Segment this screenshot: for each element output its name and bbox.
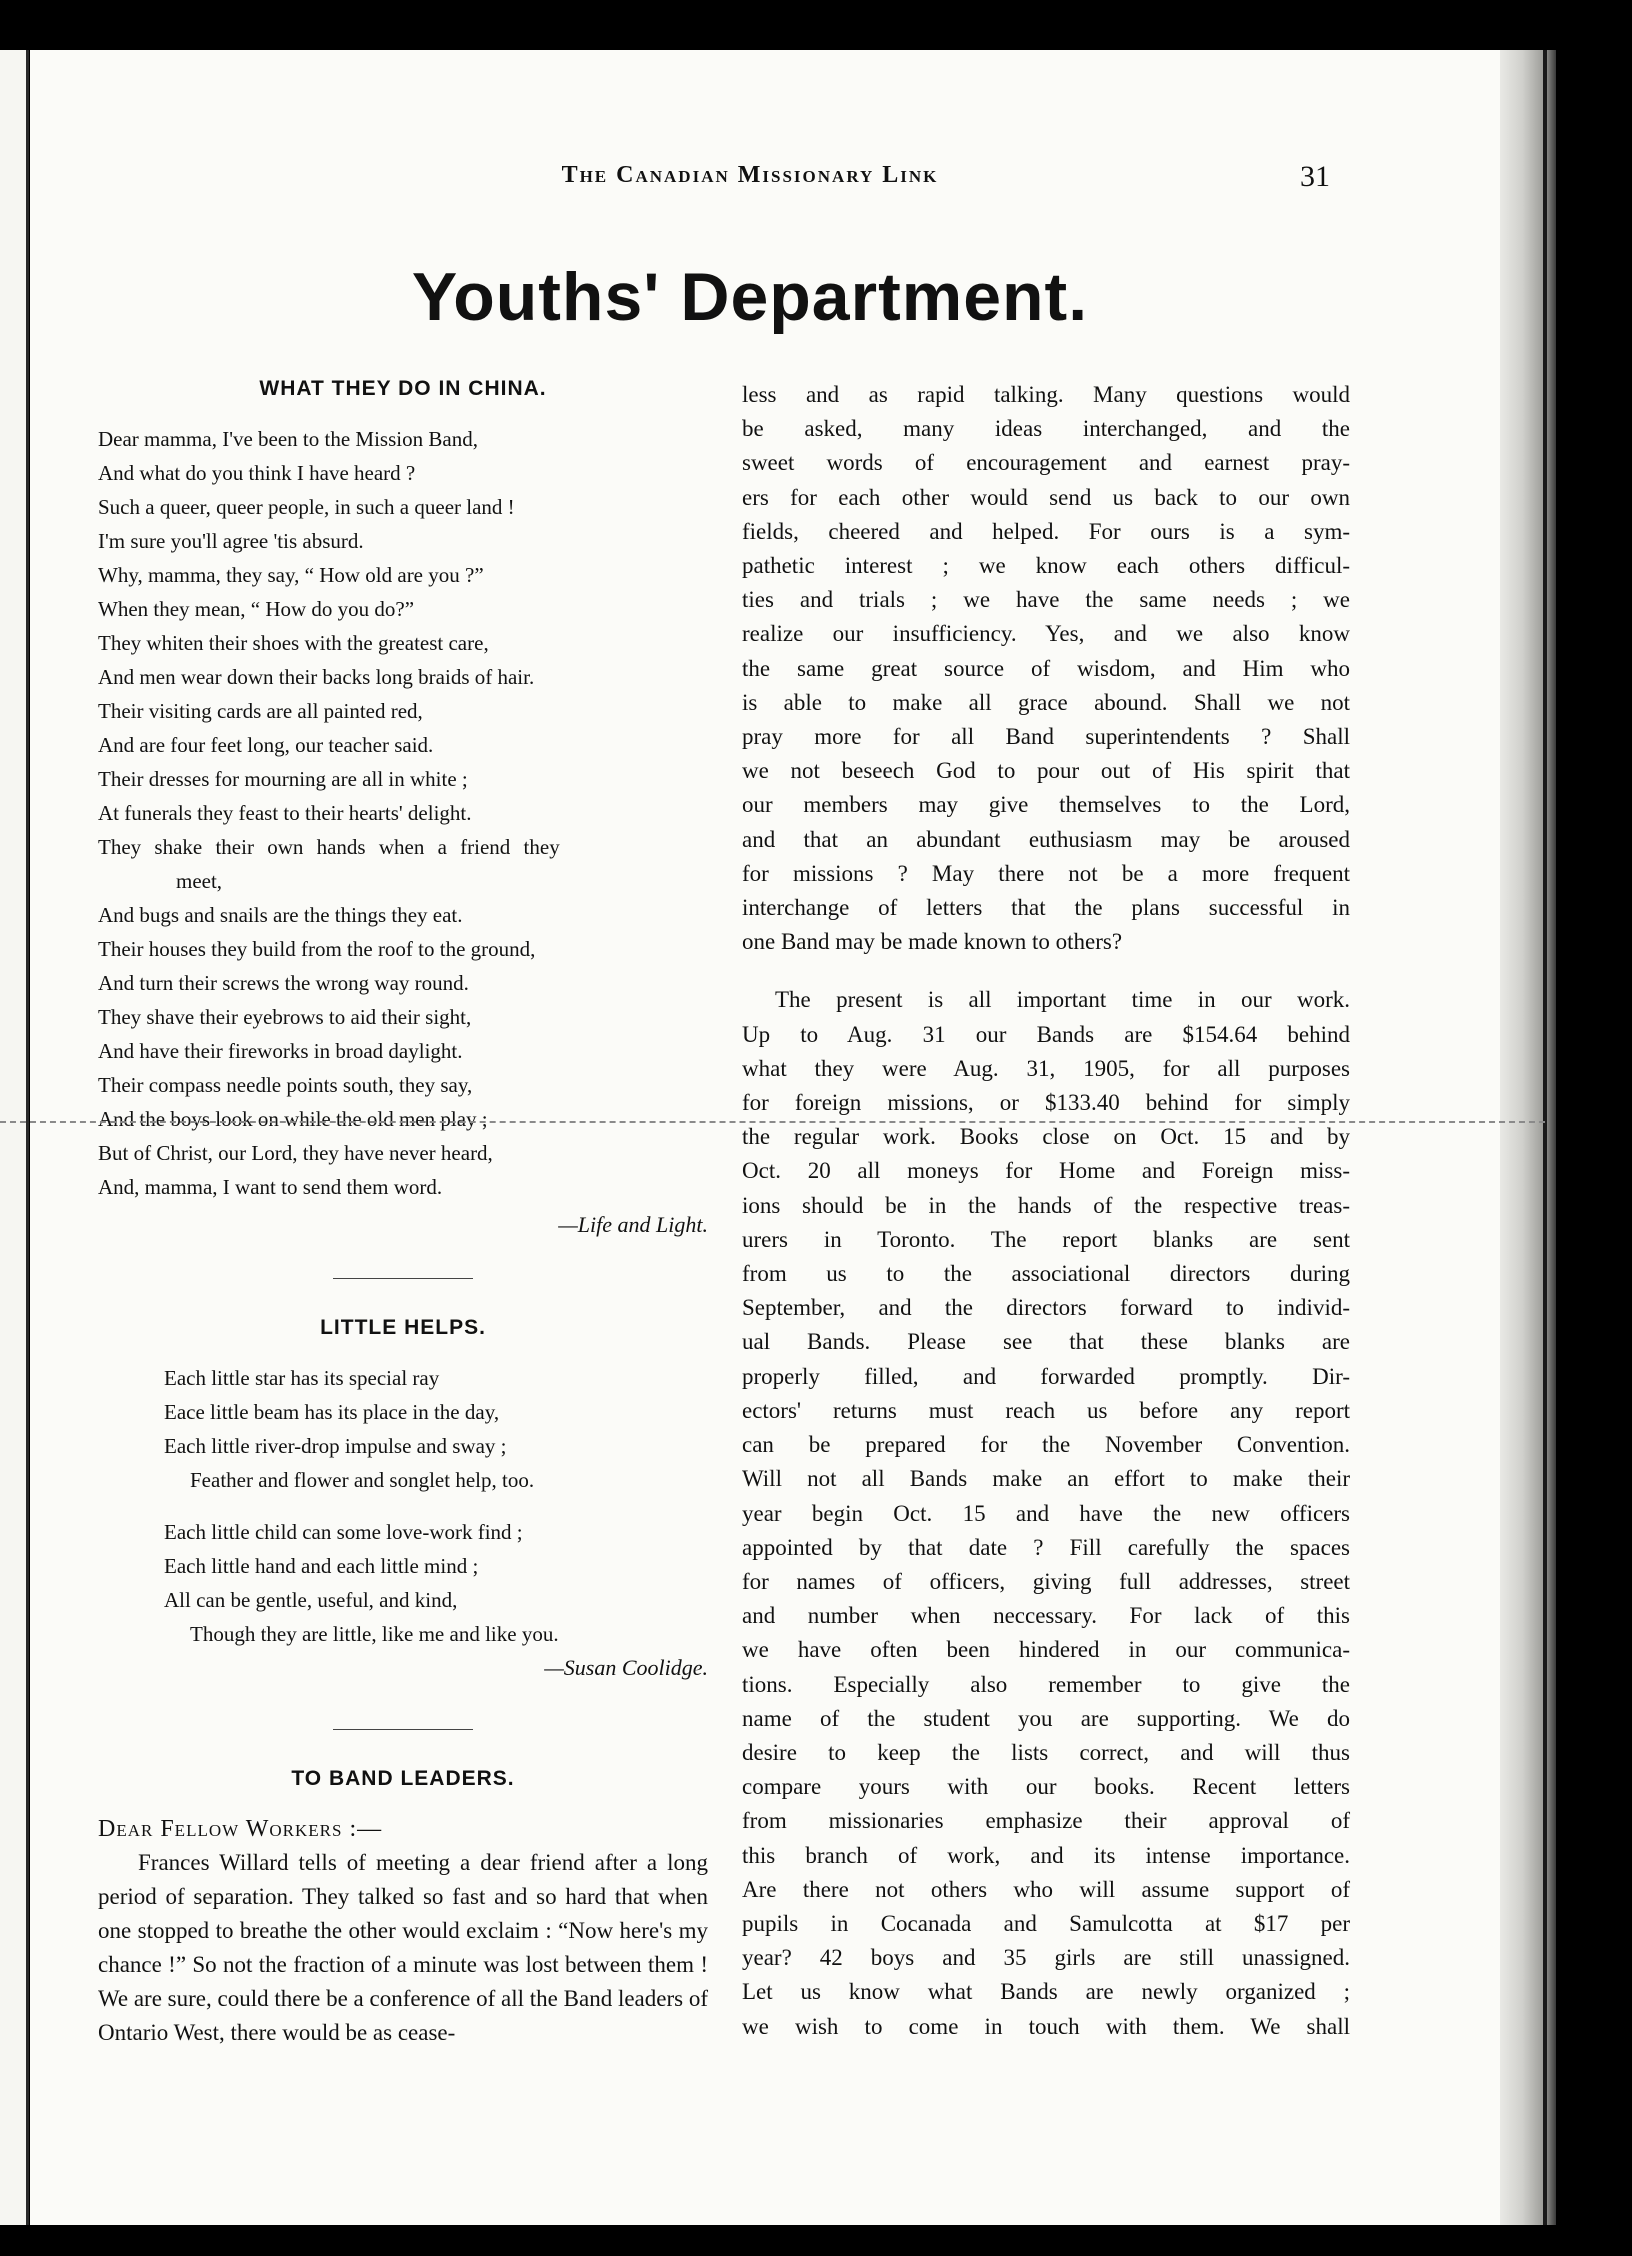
- text-line: we have often been hindered in our communica-: [742, 1637, 1350, 1663]
- text-line: ers for each other would send us back to our own: [742, 484, 1350, 510]
- text-line: year? 42 boys and 35 girls are still unassigned.: [742, 1945, 1350, 1971]
- poem-line: Their visiting cards are all painted red,: [98, 699, 423, 723]
- text-line: from us to the associational directors during: [742, 1261, 1350, 1287]
- poem-line: And what do you think I have heard ?: [98, 461, 416, 485]
- letter-paragraph-1-continued: [742, 378, 1350, 959]
- text-line: the regular work. Books close on Oct. 15 and by: [742, 1124, 1350, 1150]
- left-column: [98, 372, 708, 2050]
- poem-line: And men wear down their backs long braids of hair.: [98, 665, 535, 689]
- text-line: for missions ? May there not be a more frequent: [742, 860, 1350, 886]
- text-line: properly filled, and forwarded promptly. Dir-: [742, 1363, 1350, 1389]
- poem-line: They shave their eyebrows to aid their sight,: [98, 1005, 472, 1029]
- page-fold-line: [0, 1121, 1545, 1123]
- text-line: be asked, many ideas interchanged, and the: [742, 416, 1350, 442]
- text-line: appointed by that date ? Fill carefully the spaces: [742, 1534, 1350, 1560]
- section-divider: [333, 1278, 473, 1279]
- text-line: one Band may be made known to others?: [742, 929, 1123, 955]
- running-title: The Canadian Missionary Link: [561, 162, 939, 188]
- text-line: Will not all Bands make an effort to make their: [742, 1466, 1350, 1492]
- text-line: we not beseech God to pour out of His spirit that: [742, 758, 1350, 784]
- text-line: pupils in Cocanada and Samulcotta at $17 per: [742, 1910, 1350, 1936]
- letter-title: TO BAND LEADERS.: [291, 1767, 515, 1790]
- text-line: ectors' returns must reach us before any report: [742, 1397, 1350, 1423]
- poem-line: Their compass needle points south, they say,: [98, 1073, 473, 1097]
- text-line: Oct. 20 all moneys for Home and Foreign miss-: [742, 1158, 1350, 1184]
- poem-line: And bugs and snails are the things they eat.: [98, 903, 463, 927]
- poem-line: And the boys look on while the old men play ;: [98, 1107, 488, 1131]
- poem1-title: WHAT THEY DO IN CHINA.: [259, 377, 547, 400]
- poem1-attribution: —Life and Light.: [558, 1212, 708, 1237]
- binding-rule: [1543, 50, 1547, 2225]
- text-line: ions should be in the hands of the respective treas-: [742, 1192, 1350, 1218]
- poem-line: meet,: [176, 869, 223, 893]
- text-line: pathetic interest ; we know each others difficul-: [742, 553, 1350, 579]
- text-line: tions. Especially also remember to give the: [742, 1671, 1350, 1697]
- poem-line: But of Christ, our Lord, they have never heard,: [98, 1141, 493, 1165]
- poem-line: I'm sure you'll agree 'tis absurd.: [98, 529, 364, 553]
- text-line: name of the student you are supporting. We do: [742, 1705, 1350, 1731]
- text-line: from missionaries emphasize their approval of: [742, 1808, 1350, 1834]
- poem2-title: LITTLE HELPS.: [320, 1316, 486, 1339]
- text-line: Let us know what Bands are newly organized ;: [742, 1979, 1350, 2005]
- page-number: 31: [1300, 160, 1330, 193]
- text-line: ties and trials ; we have the same needs ; we: [742, 587, 1350, 613]
- text-line: this branch of work, and its intense importance.: [742, 1842, 1350, 1868]
- page-title: Youths' Department.: [411, 259, 1089, 335]
- facing-page-edge: [0, 50, 29, 2225]
- letter-salutation: Dear Fellow Workers :—: [98, 1816, 383, 1842]
- poem-line: Though they are little, like me and like you.: [190, 1622, 559, 1646]
- poem2-stanza-2: [98, 1515, 708, 1651]
- text-line: for foreign missions, or $133.40 behind for simply: [742, 1090, 1350, 1116]
- text-line: realize our insufficiency. Yes, and we also know: [742, 621, 1350, 647]
- poem-line: Feather and flower and songlet help, too.: [190, 1468, 535, 1492]
- text-line: desire to keep the lists correct, and will thus: [742, 1739, 1350, 1765]
- text-line: we wish to come in touch with them. We shall: [742, 2013, 1350, 2039]
- poem-line: Why, mamma, they say, “ How old are you ?”: [98, 563, 484, 587]
- letter-paragraph-2: [742, 983, 1350, 2043]
- poem-line: They whiten their shoes with the greatest care,: [98, 631, 489, 655]
- poem-line: And turn their screws the wrong way round.: [98, 971, 469, 995]
- poem-line: Their houses they build from the roof to the ground,: [98, 937, 536, 961]
- poem-line: And, mamma, I want to send them word.: [98, 1175, 443, 1199]
- poem-line: Such a queer, queer people, in such a queer land !: [98, 495, 515, 519]
- text-line: the same great source of wisdom, and Him who: [742, 655, 1350, 681]
- text-line: for names of officers, giving full addresses, street: [742, 1568, 1350, 1594]
- text-line: September, and the directors forward to individ-: [742, 1295, 1350, 1321]
- text-line: is able to make all grace abound. Shall we not: [742, 689, 1350, 715]
- letter-paragraph-1: Frances Willard tells of meeting a dear friend after a long period of separation. They talked so fast and so hard that when one stopped to breathe the other would exclaim : “Now here's my chance !” So not the fraction of a minute was lost between them ! We are sure, could there be a conference of all the Band leaders of Ontario West, there would be as cease-: [98, 1850, 708, 2045]
- text-line: what they were Aug. 31, 1905, for all purposes: [742, 1055, 1350, 1081]
- text-line: ual Bands. Please see that these blanks are: [742, 1329, 1350, 1355]
- text-line: interchange of letters that the plans successful in: [742, 895, 1350, 921]
- poem-line: And are four feet long, our teacher said.: [98, 733, 434, 757]
- text-line: Up to Aug. 31 our Bands are $154.64 behind: [742, 1021, 1350, 1047]
- text-line: sweet words of encouragement and earnest pray-: [742, 450, 1350, 476]
- text-line: can be prepared for the November Convention.: [742, 1432, 1350, 1458]
- text-line: The present is all important time in our work.: [775, 987, 1350, 1013]
- poem1-body: [98, 422, 708, 1204]
- poem-line: Each little hand and each little mind ;: [164, 1554, 479, 1578]
- poem-line: When they mean, “ How do you do?”: [98, 597, 415, 621]
- poem2-stanza-1: [98, 1361, 708, 1497]
- text-line: year begin Oct. 15 and have the new officers: [742, 1500, 1350, 1526]
- text-line: urers in Toronto. The report blanks are sent: [742, 1226, 1350, 1252]
- text-line: fields, cheered and helped. For ours is a sym-: [742, 518, 1350, 544]
- section-divider: [333, 1729, 473, 1730]
- poem-line: Each little river-drop impulse and sway ;: [164, 1434, 507, 1458]
- text-line: less and as rapid talking. Many questions would: [742, 382, 1350, 407]
- text-line: and number when neccessary. For lack of this: [742, 1603, 1350, 1629]
- text-line: Are there not others who will assume support of: [742, 1876, 1350, 1902]
- right-column: [742, 378, 1350, 2044]
- poem-line: At funerals they feast to their hearts' delight.: [98, 801, 472, 825]
- text-line: pray more for all Band superintendents ? Shall: [742, 724, 1350, 750]
- poem-line: Each little child can some love-work find ;: [164, 1520, 523, 1544]
- poem2-attribution: —Susan Coolidge.: [544, 1655, 708, 1680]
- poem-line: They shake their own hands when a friend they: [98, 835, 560, 859]
- poem-line: All can be gentle, useful, and kind,: [164, 1588, 458, 1612]
- text-line: and that an abundant euthusiasm may be aroused: [742, 826, 1350, 852]
- poem-line: Eace little beam has its place in the day,: [164, 1400, 500, 1424]
- poem-line: Their dresses for mourning are all in white ;: [98, 767, 468, 791]
- text-line: our members may give themselves to the Lord,: [742, 792, 1350, 818]
- poem-line: Each little star has its special ray: [164, 1366, 440, 1390]
- page-binding-edge: [1500, 50, 1556, 2225]
- poem-line: And have their fireworks in broad daylight.: [98, 1039, 463, 1063]
- text-line: compare yours with our books. Recent letters: [742, 1774, 1350, 1800]
- poem-line: Dear mamma, I've been to the Mission Band,: [98, 427, 478, 451]
